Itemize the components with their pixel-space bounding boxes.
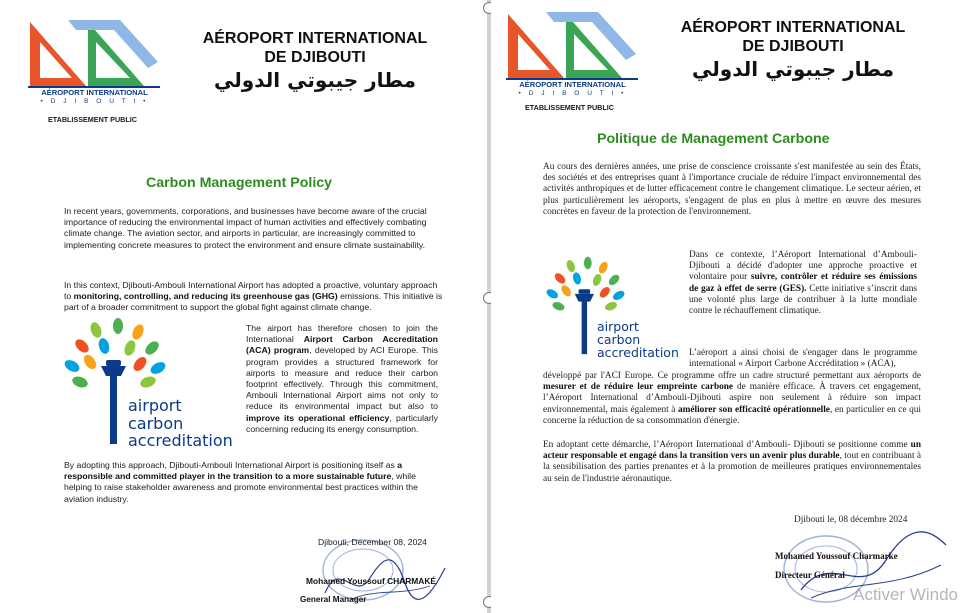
aca-word-airport-fr: airport	[597, 319, 639, 334]
signature-date-fr: Djibouti le, 08 décembre 2024	[794, 515, 908, 525]
aca-word-accreditation-fr: accreditation	[597, 345, 679, 360]
paragraph-2-fr: Dans ce contexte, l’Aéroport International d’Ambouli-Djibouti a décidé d'adopter une approche proactive et volontaire pour suivre, contrôler et réduire ses émissions de gaz à effet de serre (GES). Cette initiative s’inscrit dans une volonté plus large de contribuer à la lutte mondiale contre le réchauffement climatique.	[689, 250, 918, 317]
airport-logo	[28, 18, 163, 110]
aca-logo-fr	[543, 255, 683, 365]
paragraph-3: The airport has therefore chosen to join the International Airport Carbon Accreditation (ACA) program, developed by ACI Europe. This program provides a structured framework for airports to measure and reduce their carbon footprint effectively. Through this commitment, Ambouli International Airport aims not only to reduce its environmental impact but also to improve its operational efficiency, particularly concerning reducing its energy consumption.	[246, 323, 439, 434]
logo-city: • D J I B O U T I •	[40, 98, 149, 105]
logo-wordmark: AÉROPORT INTERNATIONAL	[41, 88, 148, 97]
paragraph-1: In recent years, governments, corporations, and businesses have become aware of the crucial importance of reducing the environmental impact of human activities and effectively combating climate change. The aviation sector, and airports in particular, are increasingly committed to implementing concrete measures to protect the environment and ensure climate sustainability.	[64, 206, 427, 250]
airport-logo-mark-icon-fr	[506, 10, 641, 80]
header-arabic-fr: مطار جيبوتي الدولي	[692, 57, 894, 81]
page-title-fr: Politique de Management Carbone	[597, 131, 830, 147]
header-line2: DE DJIBOUTI	[264, 49, 366, 66]
aca-word-carbon: carbon	[128, 414, 184, 433]
aca-word-airport: airport	[128, 396, 182, 415]
airport-logo-fr	[506, 10, 641, 102]
aca-logo	[60, 318, 245, 448]
logo-wordmark-fr: AÉROPORT INTERNATIONAL	[519, 80, 626, 89]
paragraph-4: By adopting this approach, Djibouti-Ambouli International Airport is positioning itself as a responsible and committed player in the transition to a more sustainable future, while helping to raise stakeholder awareness and promote environmental best practices within the aviation industry.	[64, 460, 418, 504]
establishment-status: ETABLISSEMENT PUBLIC	[48, 115, 137, 124]
french-policy-page	[491, 0, 960, 613]
paragraph-3-lead-fr: L’aéroport a ainsi choisi de s'engager dans le programme international « Airport Carbone Accréditation » (ACA),	[689, 348, 917, 370]
paragraph-1-fr: Au cours des dernières années, une prise de conscience croissante s'est manifestée au sein des États, des sociétés et des entreprises quant à l'importance cruciale de réduire l'impact environnemental des activités anthropiques et de lutter efficacement contre le changement climatique. Le secteur aérien, et plus particulièrement les aéroports, s'engagent de plus en plus à mettre en œuvre des mesures concrètes en faveur de la protection de l'environnement.	[543, 162, 921, 217]
signatory-role-fr: Directeur Général	[775, 570, 845, 580]
activation-watermark: Activer Windo	[853, 585, 958, 604]
header-line1: AÉROPORT INTERNATIONAL	[202, 30, 428, 47]
paragraph-3-fr: développé par l'ACI Europe. Ce programme offre un cadre structuré permettant aux aéroports de mesurer et de réduire leur empreinte carbone de manière efficace. À travers cet engagement, l’Aéroport International d’Ambouli-Djibouti aspire non seulement à réduire son impact environnemental, mais également à améliorer son efficacité opérationnelle, en particulier en ce qui concerne la réduction de sa consommation d'énergie.	[543, 371, 922, 426]
aca-word-accreditation: accreditation	[128, 431, 233, 450]
airport-header	[185, 29, 445, 93]
header-arabic: مطار جيبوتي الدولي	[214, 68, 416, 92]
page-title: Carbon Management Policy	[146, 175, 333, 191]
header-line2-fr: DE DJIBOUTI	[742, 38, 844, 55]
signatory-name: Mohamed Youssouf CHARMAKÉ	[306, 576, 436, 586]
signatory-role: General Manager	[300, 595, 367, 604]
signature-date: Djibouti, December 08, 2024	[318, 537, 427, 547]
airport-header-fr	[663, 18, 923, 82]
paragraph-2: In this context, Djibouti-Ambouli International Airport has adopted a proactive, voluntary approach to monitoring, controlling, and reducing its greenhouse gas (GHG) emissions. This initiative is part of a broader commitment to support the global fight against climate change.	[64, 280, 443, 313]
aca-word-carbon-fr: carbon	[597, 332, 641, 347]
airport-logo-mark-icon	[28, 18, 163, 88]
establishment-status-fr: ETABLISSEMENT PUBLIC	[525, 103, 614, 112]
header-line1-fr: AÉROPORT INTERNATIONAL	[680, 19, 906, 36]
paragraph-4-fr: En adoptant cette démarche, l’Aéroport International d’Ambouli- Djibouti se positionne comme un acteur responsable et engagé dans la transition vers un avenir plus durable, tout en contribuant à la sensibilisation des parties prenantes et à la promotion de meilleures pratiques environnementales au sein de l'industrie aéronautique.	[543, 440, 922, 484]
logo-city-fr: • D J I B O U T I •	[518, 90, 627, 97]
signatory-name-fr: Mohamed Youssouf Charmarke	[775, 551, 898, 561]
